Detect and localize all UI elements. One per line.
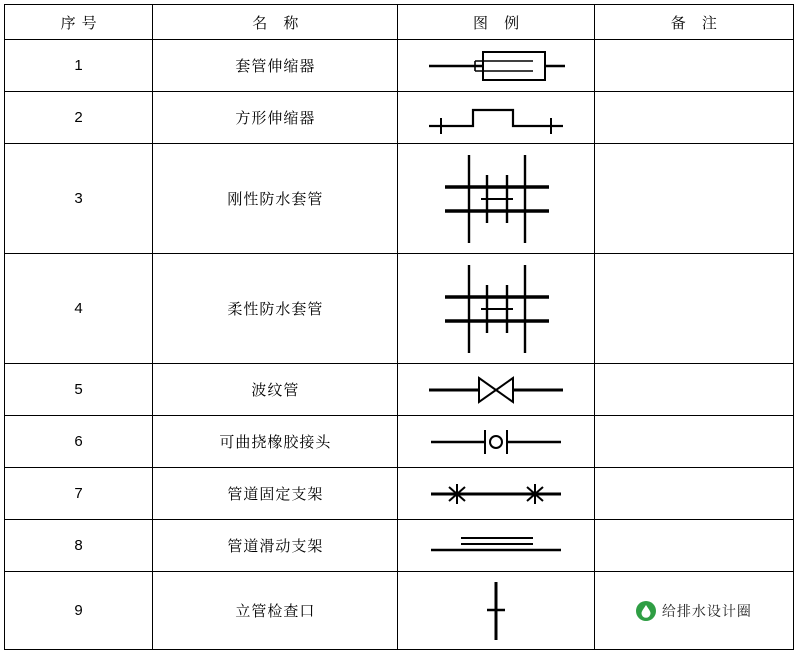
row-name: 柔性防水套管 — [153, 254, 398, 364]
row-symbol — [398, 468, 594, 520]
header-no: 序号 — [5, 5, 153, 40]
symbol-legend-table — [4, 4, 794, 650]
header-name: 名 称 — [153, 5, 398, 40]
riser-cleanout-icon — [398, 576, 593, 646]
row-number: 5 — [5, 364, 153, 416]
row-symbol — [398, 144, 594, 254]
flexible-rubber-joint-icon — [398, 422, 593, 462]
row-symbol — [398, 364, 594, 416]
fixed-pipe-support-icon — [398, 474, 593, 514]
row-number: 6 — [5, 416, 153, 468]
row-symbol — [398, 416, 594, 468]
table-row — [5, 92, 794, 144]
header-symbol: 图 例 — [398, 5, 594, 40]
row-name: 可曲挠橡胶接头 — [153, 416, 398, 468]
sliding-pipe-support-icon — [398, 526, 593, 566]
row-note — [594, 144, 793, 254]
watermark-logo — [595, 601, 793, 621]
square-expansion-joint-icon — [398, 98, 593, 138]
row-note — [594, 364, 793, 416]
row-symbol — [398, 520, 594, 572]
row-symbol — [398, 572, 594, 650]
row-name: 波纹管 — [153, 364, 398, 416]
row-note — [594, 40, 793, 92]
table-row — [5, 572, 794, 650]
row-symbol — [398, 92, 594, 144]
table-row — [5, 364, 794, 416]
table-row — [5, 468, 794, 520]
row-name: 管道固定支架 — [153, 468, 398, 520]
row-number: 9 — [5, 572, 153, 650]
row-number: 4 — [5, 254, 153, 364]
row-note — [594, 520, 793, 572]
watermark-label: 给排水设计圈 — [661, 602, 752, 619]
table-row — [5, 520, 794, 572]
row-note — [594, 92, 793, 144]
row-number: 2 — [5, 92, 153, 144]
row-name: 套管伸缩器 — [153, 40, 398, 92]
table-header-row — [5, 5, 794, 40]
row-note — [594, 416, 793, 468]
watermark-cell — [594, 572, 793, 650]
row-name: 管道滑动支架 — [153, 520, 398, 572]
row-number: 1 — [5, 40, 153, 92]
row-note — [594, 254, 793, 364]
row-number: 3 — [5, 144, 153, 254]
table-row — [5, 254, 794, 364]
row-name: 刚性防水套管 — [153, 144, 398, 254]
table-row — [5, 416, 794, 468]
corrugated-pipe-icon — [398, 370, 593, 410]
row-name: 方形伸缩器 — [153, 92, 398, 144]
rigid-waterproof-sleeve-icon — [398, 149, 593, 249]
row-number: 7 — [5, 468, 153, 520]
sleeve-expansion-joint-icon — [398, 46, 593, 86]
row-symbol — [398, 254, 594, 364]
header-note: 备 注 — [594, 5, 793, 40]
row-name: 立管检查口 — [153, 572, 398, 650]
row-number: 8 — [5, 520, 153, 572]
table-row — [5, 40, 794, 92]
row-note — [594, 468, 793, 520]
row-symbol — [398, 40, 594, 92]
flexible-waterproof-sleeve-icon — [398, 259, 593, 359]
table-row — [5, 144, 794, 254]
water-drop-icon — [636, 601, 656, 621]
